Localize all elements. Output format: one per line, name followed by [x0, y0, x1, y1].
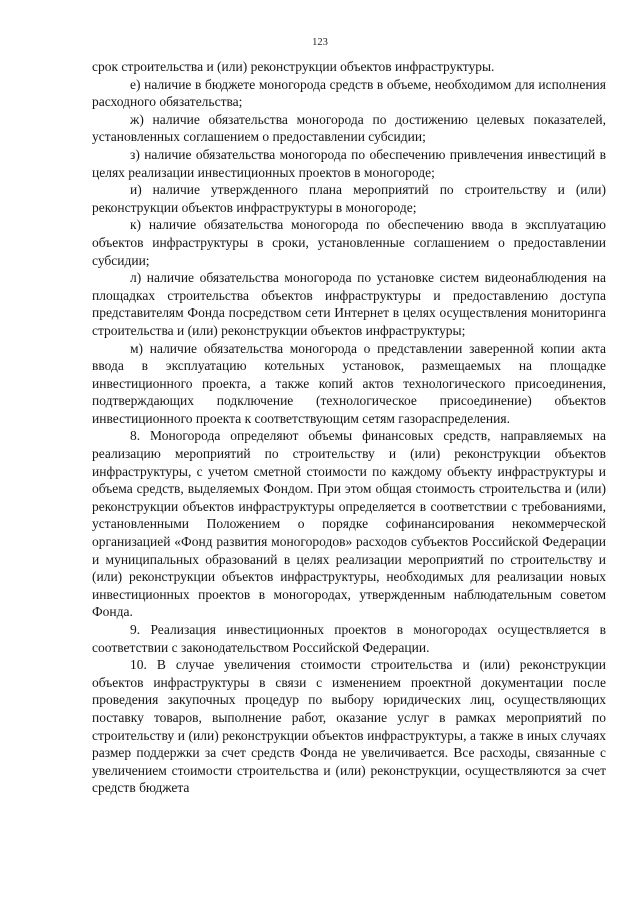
list-item-e: е) наличие в бюджете моногорода средств в объеме, необходимом для исполнения расходного обязательства; — [92, 76, 606, 110]
clause-10: 10. В случае увеличения стоимости строительства и (или) реконструкции объектов инфраструктуры в связи с изменением проектной документации после проведения закупочных процедур по выбору юридических лиц, осуществляющих поставку товаров, выполнение работ, оказание услуг в рамках мероприятий по строительству и (или) реконструкции объектов инфраструктуры, а также в иных случаях размер поддержки за счет средств Фонда не увеличивается. Все расходы, связанные с увеличением стоимости строительства и (или) реконструкции, осуществляются за счет средств бюджета — [92, 657, 606, 796]
list-item-m: м) наличие обязательства моногорода о представлении заверенной копии акта ввода в эксплуатацию котельных установок, размещаемых на площадке инвестиционного проекта, а также копий актов технологического присоединения, подтверждающих подключение (технологическое присоединение) объектов инвестиционного проекта к соответствующим сетям газораспределения. — [92, 340, 606, 426]
list-item-k: к) наличие обязательства моногорода по обеспечению ввода в эксплуатацию объектов инфраструктуры в сроки, установленные соглашением о предоставлении субсидии; — [92, 217, 606, 268]
page-number: 123 — [312, 37, 328, 48]
body-text — [92, 58, 606, 797]
list-item-zh: ж) наличие обязательства моногорода по достижению целевых показателей, установленных соглашением о предоставлении субсидии; — [92, 111, 606, 145]
clause-8: 8. Моногорода определяют объемы финансовых средств, направляемых на реализацию мероприятий по строительству и (или) реконструкции объектов инфраструктуры, с учетом сметной стоимости по каждому объекту инфраструктуры и объема средств, выделяемых Фондом. При этом общая стоимость строительства и (или) реконструкции объектов инфраструктуры определяется в соответствии с требованиями, установленными Положением о порядке софинансирования некоммерческой организацией «Фонд развития моногородов» расходов субъектов Российской Федерации и муниципальных образований в целях реализации мероприятий по строительству и (или) реконструкции объектов инфраструктуры, необходимых для реализации новых инвестиционных проектов в моногородах, утвержденным наблюдательным советом Фонда. — [92, 428, 606, 620]
paragraph-continuation: срок строительства и (или) реконструкции объектов инфраструктуры. — [92, 59, 495, 74]
list-item-z: з) наличие обязательства моногорода по обеспечению привлечения инвестиций в целях реализации инвестиционных проектов в моногороде; — [92, 146, 606, 180]
list-item-l: л) наличие обязательства моногорода по установке систем видеонаблюдения на площадках строительства объектов инфраструктуры и предоставлению доступа представителям Фонда посредством сети Интернет в целях осуществления мониторинга строительства и (или) реконструкции объектов инфраструктуры; — [92, 270, 606, 338]
clause-9: 9. Реализация инвестиционных проектов в моногородах осуществляется в соответствии с законодательством Российской Федерации. — [92, 622, 606, 655]
list-item-i: и) наличие утвержденного плана мероприятий по строительству и (или) реконструкции объектов инфраструктуры в моногороде; — [92, 182, 606, 215]
